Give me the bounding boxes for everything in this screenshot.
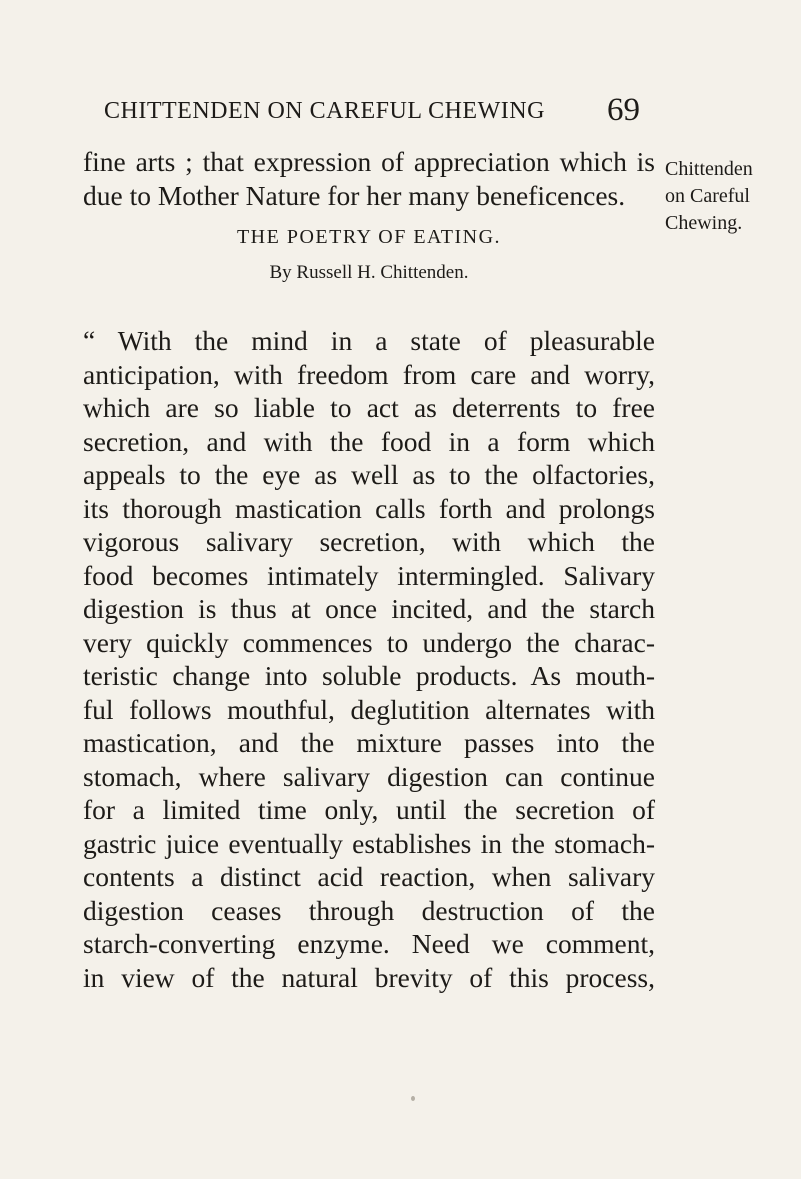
text-line: anticipation, with freedom from care and worry, <box>83 358 655 390</box>
text-line: “ With the mind in a state of pleasurable <box>83 325 655 356</box>
text-line: stomach, where salivary digestion can continue <box>83 760 655 792</box>
section-heading: THE POETRY OF EATING. <box>236 226 502 248</box>
paper-speck <box>411 1096 415 1101</box>
text-line: which are so liable to act as deterrents to free <box>83 392 655 423</box>
text-line: starch-converting enzyme. Need we comment, <box>83 928 655 959</box>
text-line: ful follows mouthful, deglutition alternates with <box>83 693 655 725</box>
text-line: due to Mother Nature for her many beneficences. <box>83 179 626 211</box>
running-head <box>104 92 640 132</box>
text-line: for a limited time only, until the secretion of <box>83 794 655 825</box>
text-line: food becomes intimately intermingled. Salivary <box>83 559 655 591</box>
running-title: CHITTENDEN ON CAREFUL CHEWING <box>104 98 545 124</box>
margin-note-line: on Careful <box>665 185 750 207</box>
text-line: in view of the natural brevity of this process, <box>83 961 655 993</box>
text-line: vigorous salivary secretion, with which the <box>83 526 655 557</box>
text-line: fine arts ; that expression of appreciation which is <box>83 146 655 177</box>
text-line: appeals to the eye as well as to the olfactories, <box>83 459 655 490</box>
page-number: 69 <box>607 92 640 128</box>
text-line: gastric juice eventually establishes in the stomach- <box>83 827 655 859</box>
text-line: secretion, and with the food in a form which <box>83 425 655 457</box>
margin-note-line: Chittenden <box>665 158 753 180</box>
text-line: its thorough mastication calls forth and prolongs <box>83 492 655 524</box>
text-line: digestion is thus at once incited, and the starch <box>83 593 655 624</box>
opening-paragraph <box>83 145 655 212</box>
text-line: very quickly commences to undergo the charac- <box>83 626 655 658</box>
margin-note-line: Chewing. <box>665 212 743 234</box>
quoted-paragraph <box>83 324 655 994</box>
text-line: teristic change into soluble products. As mouth- <box>83 660 655 691</box>
text-line: contents a distinct acid reaction, when salivary <box>83 861 655 892</box>
text-line: digestion ceases through destruction of the <box>83 894 655 926</box>
margin-note <box>665 156 801 237</box>
text-line: mastication, and the mixture passes into the <box>83 727 655 758</box>
byline: By Russell H. Chittenden. <box>269 262 469 283</box>
